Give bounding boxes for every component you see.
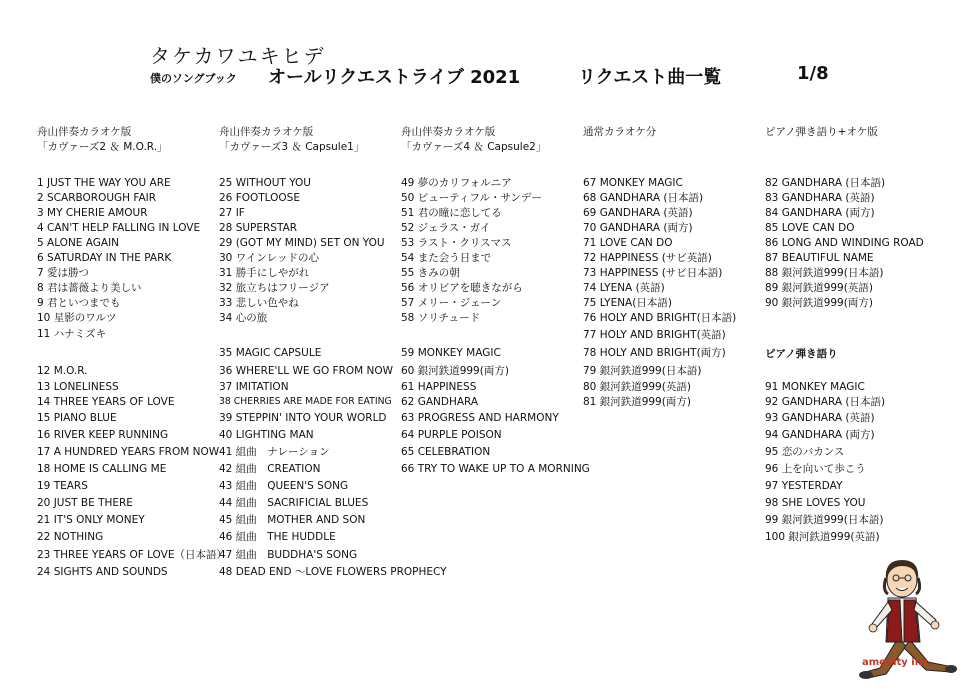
song-item: 67 MONKEY MAGIC: [583, 177, 683, 189]
song-item: 3 MY CHERIE AMOUR: [37, 207, 148, 219]
song-item: 64 PURPLE POISON: [401, 429, 502, 441]
song-item: 58 ソリチュード: [401, 312, 481, 324]
song-item: 81 銀河鉄道999(両方): [583, 396, 691, 408]
song-item: 51 君の瞳に恋してる: [401, 207, 502, 219]
song-item: 35 MAGIC CAPSULE: [219, 347, 322, 359]
song-item: 17 A HUNDRED YEARS FROM NOW: [37, 446, 220, 458]
song-item: 56 オリビアを聴きながら: [401, 282, 523, 294]
song-item: 38 CHERRIES ARE MADE FOR EATING: [219, 396, 392, 407]
song-item: 98 SHE LOVES YOU: [765, 497, 866, 509]
song-item: 74 LYENA (英語): [583, 282, 665, 294]
song-item: 76 HOLY AND BRIGHT(日本語): [583, 312, 737, 324]
song-item: 99 銀河鉄道999(日本語): [765, 514, 884, 526]
mascot-character-illustration: [858, 550, 958, 690]
song-item: 10 星影のワルツ: [37, 312, 117, 324]
column-header: 舟山伴奏カラオケ版: [37, 126, 132, 138]
song-item: 80 銀河鉄道999(英語): [583, 381, 691, 393]
song-item: 100 銀河鉄道999(英語): [765, 531, 880, 543]
song-item: 37 IMITATION: [219, 381, 289, 393]
song-item: 69 GANDHARA (英語): [583, 207, 693, 219]
column-header: 通常カラオケ分: [583, 126, 657, 138]
song-item: 24 SIGHTS AND SOUNDS: [37, 566, 168, 578]
song-item: 39 STEPPIN' INTO YOUR WORLD: [219, 412, 387, 424]
song-item: 88 銀河鉄道999(日本語): [765, 267, 884, 279]
song-item: 46 組曲 THE HUDDLE: [219, 531, 336, 543]
song-item: 71 LOVE CAN DO: [583, 237, 673, 249]
song-item: 52 ジェラス・ガイ: [401, 222, 491, 234]
song-item: 27 IF: [219, 207, 245, 219]
song-item: 32 旅立ちはフリージア: [219, 282, 330, 294]
song-item: 30 ワインレッドの心: [219, 252, 320, 264]
song-item: 82 GANDHARA (日本語): [765, 177, 886, 189]
song-item: 40 LIGHTING MAN: [219, 429, 314, 441]
song-item: 49 夢のカリフォルニア: [401, 177, 512, 189]
song-item: 65 CELEBRATION: [401, 446, 491, 458]
song-item: 50 ビューティフル・サンデー: [401, 192, 542, 204]
song-item: 13 LONELINESS: [37, 381, 119, 393]
song-item: 89 銀河鉄道999(英語): [765, 282, 873, 294]
song-item: 25 WITHOUT YOU: [219, 177, 311, 189]
song-item: 8 君は薔薇より美しい: [37, 282, 142, 294]
song-item: 47 組曲 BUDDHA'S SONG: [219, 549, 358, 561]
song-item: 87 BEAUTIFUL NAME: [765, 252, 874, 264]
song-item: 29 (GOT MY MIND) SET ON YOU: [219, 237, 385, 249]
song-item: 96 上を向いて歩こう: [765, 463, 866, 475]
song-item: 16 RIVER KEEP RUNNING: [37, 429, 169, 441]
song-item: 15 PIANO BLUE: [37, 412, 117, 424]
song-item: 43 組曲 QUEEN'S SONG: [219, 480, 349, 492]
song-item: 14 THREE YEARS OF LOVE: [37, 396, 175, 408]
song-item: 73 HAPPINESS (サビ日本語): [583, 267, 723, 279]
song-item: 55 きみの朝: [401, 267, 460, 279]
song-item: 70 GANDHARA (両方): [583, 222, 693, 234]
section-subheader: ピアノ弾き語り: [765, 348, 838, 360]
request-list-title: リクエスト曲一覧: [578, 67, 722, 88]
song-item: 48 DEAD END ～LOVE FLOWERS PROPHECY: [219, 566, 447, 578]
song-item: 59 MONKEY MAGIC: [401, 347, 501, 359]
song-item: 23 THREE YEARS OF LOVE（日本語）: [37, 549, 227, 561]
page-number: 1/8: [797, 63, 829, 84]
song-item: 97 YESTERDAY: [765, 480, 843, 492]
song-item: 95 恋のバカンス: [765, 446, 845, 458]
song-item: 41 組曲 ナレーション: [219, 446, 330, 458]
song-item: 7 愛は勝つ: [37, 267, 90, 279]
song-item: 22 NOTHING: [37, 531, 104, 543]
song-item: 90 銀河鉄道999(両方): [765, 297, 873, 309]
song-item: 66 TRY TO WAKE UP TO A MORNING: [401, 463, 590, 475]
song-item: 62 GANDHARA: [401, 396, 479, 408]
song-item: 91 MONKEY MAGIC: [765, 381, 865, 393]
live-title: オールリクエストライブ 2021: [268, 67, 521, 88]
song-item: 92 GANDHARA (日本語): [765, 396, 886, 408]
column-header: 「カヴァーズ4 ＆ Capsule2」: [401, 141, 547, 153]
song-item: 21 IT'S ONLY MONEY: [37, 514, 145, 526]
song-item: 20 JUST BE THERE: [37, 497, 133, 509]
song-item: 86 LONG AND WINDING ROAD: [765, 237, 924, 249]
song-item: 57 メリー・ジェーン: [401, 297, 502, 309]
song-item: 45 組曲 MOTHER AND SON: [219, 514, 366, 526]
column-header: 舟山伴奏カラオケ版: [401, 126, 496, 138]
song-item: 72 HAPPINESS (サビ英語): [583, 252, 712, 264]
song-item: 63 PROGRESS AND HARMONY: [401, 412, 559, 424]
song-item: 18 HOME IS CALLING ME: [37, 463, 167, 475]
song-item: 84 GANDHARA (両方): [765, 207, 875, 219]
song-item: 44 組曲 SACRIFICIAL BLUES: [219, 497, 369, 509]
column-header: 「カヴァーズ3 ＆ Capsule1」: [219, 141, 365, 153]
song-item: 9 君といつまでも: [37, 297, 121, 309]
song-item: 19 TEARS: [37, 480, 88, 492]
song-item: 77 HOLY AND BRIGHT(英語): [583, 329, 726, 341]
song-item: 60 銀河鉄道999(両方): [401, 365, 509, 377]
song-item: 4 CAN'T HELP FALLING IN LOVE: [37, 222, 201, 234]
song-item: 42 組曲 CREATION: [219, 463, 321, 475]
song-item: 28 SUPERSTAR: [219, 222, 298, 234]
song-item: 34 心の旅: [219, 312, 268, 324]
song-item: 26 FOOTLOOSE: [219, 192, 300, 204]
song-item: 1 JUST THE WAY YOU ARE: [37, 177, 171, 189]
song-item: 75 LYENA(日本語): [583, 297, 672, 309]
song-item: 31 勝手にしやがれ: [219, 267, 310, 279]
song-item: 79 銀河鉄道999(日本語): [583, 365, 702, 377]
song-item: 68 GANDHARA (日本語): [583, 192, 704, 204]
song-item: 36 WHERE'LL WE GO FROM NOW: [219, 365, 394, 377]
amenity-logo-text: amenity inc.: [862, 657, 932, 668]
song-item: 85 LOVE CAN DO: [765, 222, 855, 234]
song-item: 54 また会う日まで: [401, 252, 492, 264]
song-item: 83 GANDHARA (英語): [765, 192, 875, 204]
song-item: 11 ハナミズキ: [37, 328, 107, 340]
song-item: 6 SATURDAY IN THE PARK: [37, 252, 172, 264]
song-item: 33 悲しい色やね: [219, 297, 299, 309]
songbook-label: 僕のソングブック: [150, 72, 237, 85]
column-header: ピアノ弾き語り+オケ版: [765, 126, 878, 138]
song-item: 2 SCARBOROUGH FAIR: [37, 192, 157, 204]
song-item: 93 GANDHARA (英語): [765, 412, 875, 424]
column-header: 「カヴァーズ2 ＆ M.O.R.」: [37, 141, 168, 153]
song-item: 12 M.O.R.: [37, 365, 88, 377]
song-item: 53 ラスト・クリスマス: [401, 237, 512, 249]
song-item: 5 ALONE AGAIN: [37, 237, 120, 249]
song-item: 94 GANDHARA (両方): [765, 429, 875, 441]
song-item: 61 HAPPINESS: [401, 381, 477, 393]
column-header: 舟山伴奏カラオケ版: [219, 126, 314, 138]
song-item: 78 HOLY AND BRIGHT(両方): [583, 347, 726, 359]
artist-name: タケカワユキヒデ: [150, 44, 326, 68]
